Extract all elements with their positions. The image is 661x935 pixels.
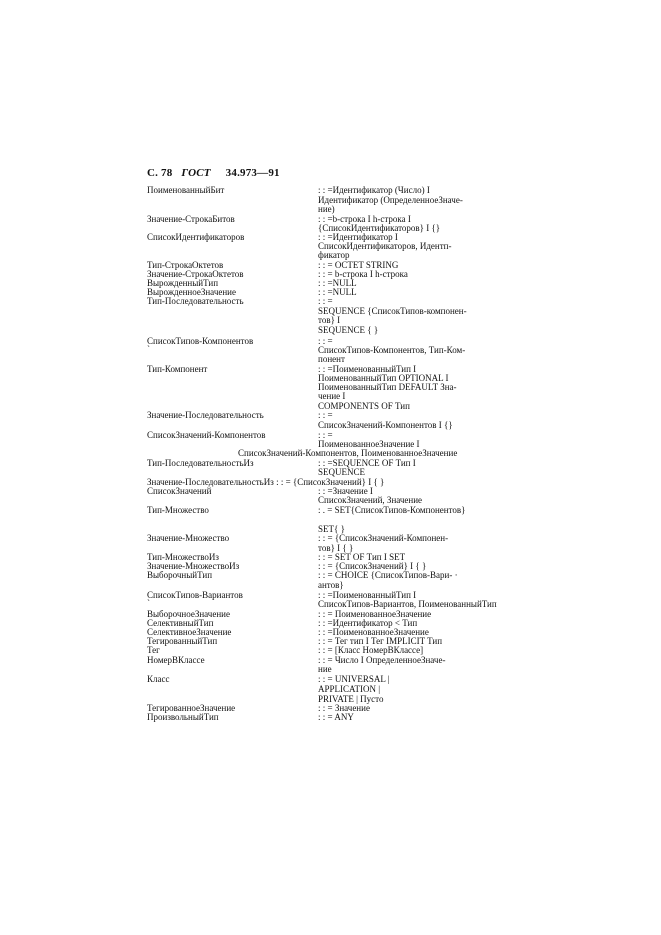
rule-definition: СписокТипов-Вариантов, ПоименованныйТип xyxy=(318,599,497,609)
rule-definition: СписокТипов-Компонентов, Тип-Ком- xyxy=(318,345,466,355)
rule-name: Значение-СтрокаОктетов xyxy=(147,269,244,279)
rule-definition: : : = UNIVERSAL | xyxy=(318,674,390,684)
rule-definition: : : = Значение xyxy=(318,703,370,713)
rule-definition: : : = Число I ОпределенноеЗначе- xyxy=(318,655,446,665)
rule-definition: : : = xyxy=(318,296,333,306)
rule-name: ВыборочныйТип xyxy=(147,570,213,580)
rule-definition: : : = b-строка I h-строка xyxy=(318,269,408,279)
rule-definition: SEQUENCE {СписокТипов-компонен- xyxy=(318,306,467,316)
rule-name: Тип-Компонент xyxy=(147,364,208,374)
rule-definition: СписокЗначений-Компонентов I {} xyxy=(318,420,453,430)
rule-definition: : : =SEQUENCE OF Тип I xyxy=(318,458,416,468)
rule-definition: {СписокИдентификаторов} I {} xyxy=(318,223,441,233)
rule-name: СписокТипов-Вариантов xyxy=(147,590,243,600)
rule-definition: тов} I { } xyxy=(318,543,354,553)
rule-definition: : . = SET{СписокТипов-Компонентов} xyxy=(318,505,466,515)
rule-definition: антов} xyxy=(318,580,344,590)
rule-name: СписокИдентификаторов xyxy=(147,232,245,242)
rule-definition: : : = {СписокЗначений-Компонен- xyxy=(318,533,449,543)
rule-definition: СписокЗначений, Значение xyxy=(318,495,423,505)
rule-definition: : : =Значение I xyxy=(318,486,373,496)
rule-name: СписокЗначений xyxy=(147,486,212,496)
rule-definition: : : =ПоименованноеЗначение xyxy=(318,627,429,637)
rule-definition: фикатор xyxy=(318,250,350,260)
rule-definition: : : = {СписокЗначений} I { } xyxy=(318,561,427,571)
rule-definition: : : = xyxy=(318,410,333,420)
rule-definition: SET{ } xyxy=(318,524,345,534)
rule-definition: СписокИдентификаторов, Идентп- xyxy=(318,241,452,251)
rule-name: Значение-ПоследовательностьИз : : = {СписокЗначений} I { } xyxy=(147,477,385,487)
rule-definition: : : = ПоименованноеЗначение xyxy=(318,609,432,619)
rule-name: Тип-ПоследовательностьИз xyxy=(147,458,254,468)
rule-name: Класс xyxy=(147,674,170,684)
rule-definition: : : =NULL xyxy=(318,287,357,297)
rule-definition: COMPONENTS OF Тип xyxy=(318,401,410,411)
rule-definition: : : =NULL xyxy=(318,278,357,288)
rule-definition: ние) xyxy=(318,204,335,214)
rule-name: ТегированныйТип xyxy=(147,636,218,646)
rule-continuation: СписокЗначений-Компонентов, ПоименованноеЗначение xyxy=(238,448,458,458)
rule-definition: : : = xyxy=(318,336,333,346)
rule-name: Тип-Множество xyxy=(147,505,209,515)
rule-name: Тип-Последовательность xyxy=(147,296,244,306)
rule-definition: Идентификатор (ОпределенноеЗначе- xyxy=(318,195,463,205)
rule-definition: : : = CHOICE {СписокТипов-Вари- · xyxy=(318,570,458,580)
standard-name: ГОСТ xyxy=(181,167,211,179)
rule-definition: ние xyxy=(318,664,332,674)
rule-name: СписокТипов-Компонентов xyxy=(147,336,254,346)
rule-name: СписокЗначений-Компонентов xyxy=(147,430,266,440)
rule-name: Тег xyxy=(147,645,160,655)
rule-definition: ПоименованноеЗначение I xyxy=(318,439,420,449)
rule-name: ` xyxy=(147,344,150,354)
rule-name: Значение-Множество xyxy=(147,533,230,543)
rule-name: ` xyxy=(147,598,150,608)
rule-name: СелективныйТип xyxy=(147,618,214,628)
rule-definition: : : =Идентификатор < Тип xyxy=(318,618,418,628)
rule-name: ПроизвольныйТип xyxy=(147,712,219,722)
rule-name: Значение-СтрокаБитов xyxy=(147,214,235,224)
rule-name: СелективноеЗначение xyxy=(147,627,232,637)
rule-definition: : : =Идентификатор (Число) I xyxy=(318,185,430,195)
rule-definition: : : = ANY xyxy=(318,712,354,722)
rule-definition: чение I xyxy=(318,391,346,401)
rule-definition: APPLICATION | xyxy=(318,684,381,694)
rule-definition: : : =ПоименованныйТип I xyxy=(318,364,417,374)
standard-number: 34.973—91 xyxy=(225,167,280,179)
rule-name: ВырожденноеЗначение xyxy=(147,287,236,297)
rule-name: ВырожденныйТип xyxy=(147,278,219,288)
rule-definition: : : =b-строка I h-строка I xyxy=(318,214,411,224)
rule-definition: : : =Идентификатор I xyxy=(318,232,398,242)
rule-name: ПоименованныйБит xyxy=(147,185,225,195)
rule-definition: SEQUENCE xyxy=(318,467,365,477)
rule-name: Тип-СтрокаОктетов xyxy=(147,260,224,270)
rule-definition: понент xyxy=(318,354,345,364)
rule-definition: SEQUENCE { } xyxy=(318,325,379,335)
rule-name: Тип-МножествоИз xyxy=(147,552,219,562)
rule-name: ВыборочноеЗначение xyxy=(147,609,230,619)
page-header xyxy=(147,167,286,179)
rule-definition: : : =ПоименованныйТип I xyxy=(318,590,417,600)
rule-name: ТегированноеЗначение xyxy=(147,703,236,713)
rule-definition: PRIVATE | Пусто xyxy=(318,694,384,704)
rule-name: Значение-МножествоИз xyxy=(147,561,240,571)
rule-definition: ПоименованныйТип OPTIONAL I xyxy=(318,373,449,383)
rule-definition: : : = [Класс НомерВКлассе] xyxy=(318,645,424,655)
page-number: С. 78 xyxy=(147,167,173,179)
rule-definition: : : = OCTET STRING xyxy=(318,260,399,270)
rule-definition: ПоименованныйТип DEFAULT Зна- xyxy=(318,382,457,392)
rule-definition: : : = xyxy=(318,430,333,440)
rule-definition: : : = SET OF Тип I SET xyxy=(318,552,406,562)
rule-name: Значение-Последовательность xyxy=(147,410,264,420)
rule-name: НомерВКлассе xyxy=(147,655,205,665)
rule-definition: тов} I xyxy=(318,315,341,325)
rule-definition: : : = Тег тип I Тег IMPLICIT Тип xyxy=(318,636,443,646)
